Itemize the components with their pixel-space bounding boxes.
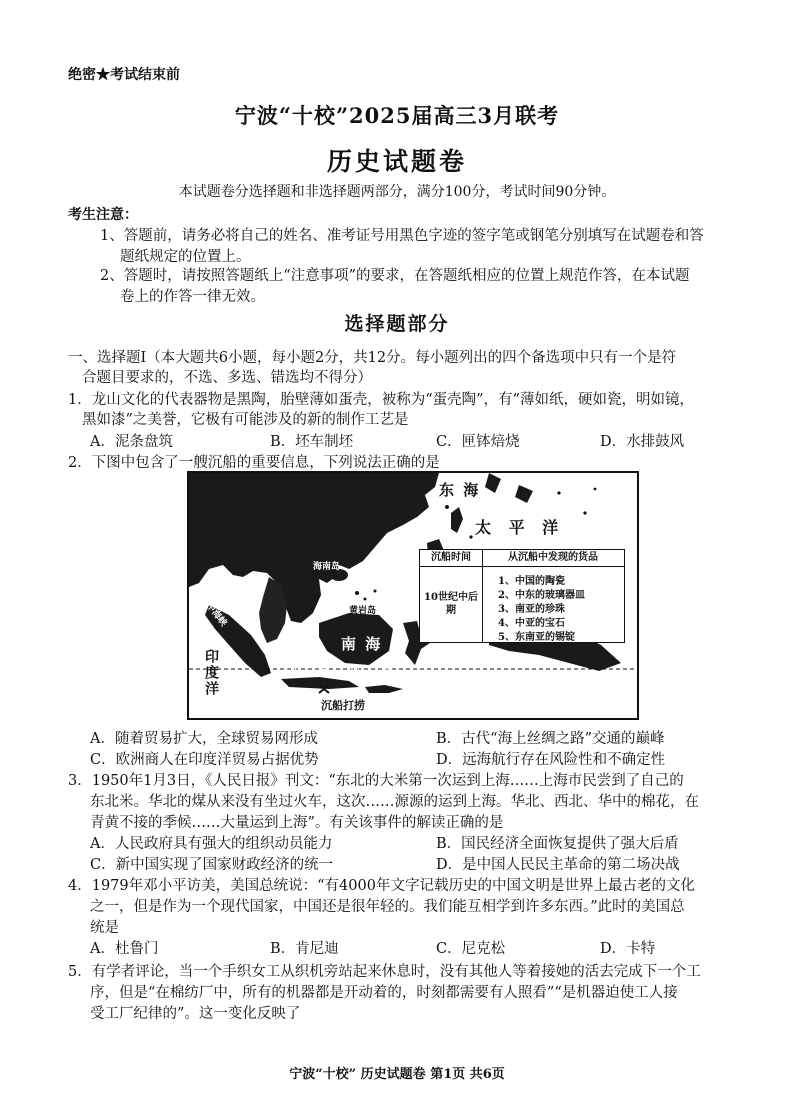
map-label-indian-2: 度 xyxy=(203,665,219,681)
cargo-table-header-time: 沉船时间 xyxy=(420,550,483,567)
paper-title: 历史试题卷 xyxy=(326,147,467,176)
question-2-option-d: D．远海航行存在风险性和不确定性 xyxy=(436,752,666,768)
part-instructions-line: 合题目要求的，不选、多选、错选均不得分） xyxy=(82,370,372,386)
map-label-indian-ocean xyxy=(201,649,221,697)
part-instructions-line: 一、选择题Ⅰ（本大题共6小题，每小题2分，共12分。每小题列出的四个备选项中只有一个是符 xyxy=(68,350,677,366)
exam-title: 宁波“十校”2025届高三3月联考 xyxy=(234,103,560,128)
cargo-table-period: 10世纪中后期 xyxy=(420,566,483,642)
question-2-option-a: A．随着贸易扩大，全球贸易网形成 xyxy=(90,731,318,747)
question-5-stem: 序，但是“在棉纺厂中，所有的机器都是开动着的，时刻都需要有人照看”“是机器迫使工人接 xyxy=(90,985,678,1001)
question-4-option-a: A．杜鲁门 xyxy=(90,941,159,957)
page-footer: 宁波“十校” 历史试题卷 第1页 共6页 xyxy=(289,1067,505,1082)
notice-line: 2、答题时，请按照答题纸上“注意事项”的要求，在答题纸相应的位置上规范作答，在本试题 xyxy=(100,268,690,284)
question-4-option-b: B．肯尼迪 xyxy=(270,941,339,957)
question-2-option-b: B．古代“海上丝绸之路”交通的巅峰 xyxy=(436,731,665,747)
map-label-south-sea: 南 海 xyxy=(341,635,383,653)
confidential-label: 绝密★考试结束前 xyxy=(68,67,180,83)
question-4-stem: 4．1979年邓小平访美，美国总统说：“有4000年文字记载历史的中国文明是世界上最古老的文化 xyxy=(68,878,695,894)
cargo-item: 1、中国的陶瓷 xyxy=(498,576,565,587)
question-3-stem: 3．1950年1月3日，《人民日报》刊文：“东北的大米第一次运到上海……上海市民尝到了自己的 xyxy=(68,773,684,789)
map-label-indian-1: 印 xyxy=(203,649,219,665)
notice-line: 卷上的作答一律无效。 xyxy=(120,289,265,305)
cargo-item: 4、中亚的宝石 xyxy=(498,618,565,629)
question-3-option-a: A．人民政府具有强大的组织动员能力 xyxy=(90,836,333,852)
question-1-option-a: A．泥条盘筑 xyxy=(90,434,173,450)
question-4-stem: 统是 xyxy=(90,920,119,936)
map-label-pacific: 太 平 洋 xyxy=(475,518,565,537)
question-4-stem: 之一，但是作为一个现代国家，中国还是很年轻的。我们能互相学到许多东西。”此时的美国总 xyxy=(90,899,685,915)
question-2-stem: 2．下图中包含了一艘沉船的重要信息，下列说法正确的是 xyxy=(68,455,440,471)
map-label-huangyan: 黄岩岛 xyxy=(349,606,377,616)
notice-title: 考生注意： xyxy=(68,207,138,223)
map-label-malacca: 马六甲海峡 xyxy=(192,586,229,629)
cargo-table xyxy=(419,549,625,643)
cargo-item: 3、南亚的珍珠 xyxy=(498,604,565,615)
question-1-option-c: C．匣钵焙烧 xyxy=(436,434,520,450)
question-4-option-d: D．卡特 xyxy=(600,941,656,957)
question-3-option-c: C．新中国实现了国家财政经济的统一 xyxy=(90,857,334,873)
question-1-option-d: D．水排鼓风 xyxy=(600,434,685,450)
map-label-east-sea: 东 海 xyxy=(439,481,481,499)
question-3-option-d: D．是中国人民民主革命的第二场决战 xyxy=(436,857,680,873)
cargo-table-header-goods: 从沉船中发现的货品 xyxy=(482,550,624,567)
notice-line: 1、答题前，请务必将自己的姓名、准考证号用黑色字迹的签字笔或钢笔分别填写在试题卷和答 xyxy=(100,228,704,244)
question-3-option-b: B．国民经济全面恢复提供了强大后盾 xyxy=(436,836,679,852)
cargo-item: 2、中东的玻璃器皿 xyxy=(498,590,585,601)
section-title: 选择题部分 xyxy=(344,313,450,335)
question-1-stem: 黑如漆”之美誉，它极有可能涉及的新的制作工艺是 xyxy=(82,412,409,428)
map-label-wreck-site: 沉船打捞 xyxy=(321,699,365,712)
paper-intro: 本试题卷分选择题和非选择题两部分，满分100分，考试时间90分钟。 xyxy=(178,184,616,200)
question-1-stem: 1．龙山文化的代表器物是黑陶，胎壁薄如蛋壳，被称为“蛋壳陶”，有“薄如纸，硬如瓷，明如镜， xyxy=(68,392,694,408)
shipwreck-map xyxy=(187,471,639,720)
map-label-java: 印 尼 爪 哇 xyxy=(285,665,402,679)
cargo-item: 5、东南亚的锡锭 xyxy=(498,632,575,643)
question-4-option-c: C．尼克松 xyxy=(436,941,506,957)
question-3-stem: 青黄不接的季候……大量运到上海”。有关该事件的解读正确的是 xyxy=(90,815,504,831)
question-5-stem: 受工厂纪律的”。这一变化反映了 xyxy=(90,1006,301,1022)
map-label-hainan: 海南岛 xyxy=(313,562,341,572)
question-3-stem: 东北米。华北的煤从来没有坐过火车，这次……源源的运到上海。华北、西北、华中的棉花，在 xyxy=(90,794,699,810)
map-label-indian-3: 洋 xyxy=(203,681,219,697)
question-1-option-b: B．坯车制坯 xyxy=(270,434,354,450)
question-2-option-c: C．欧洲商人在印度洋贸易占据优势 xyxy=(90,752,319,768)
notice-line: 题纸规定的位置上。 xyxy=(120,249,251,265)
question-5-stem: 5．有学者评论，当一个手织女工从织机旁站起来休息时，没有其他人等着接她的活去完成下一个工 xyxy=(68,964,701,980)
